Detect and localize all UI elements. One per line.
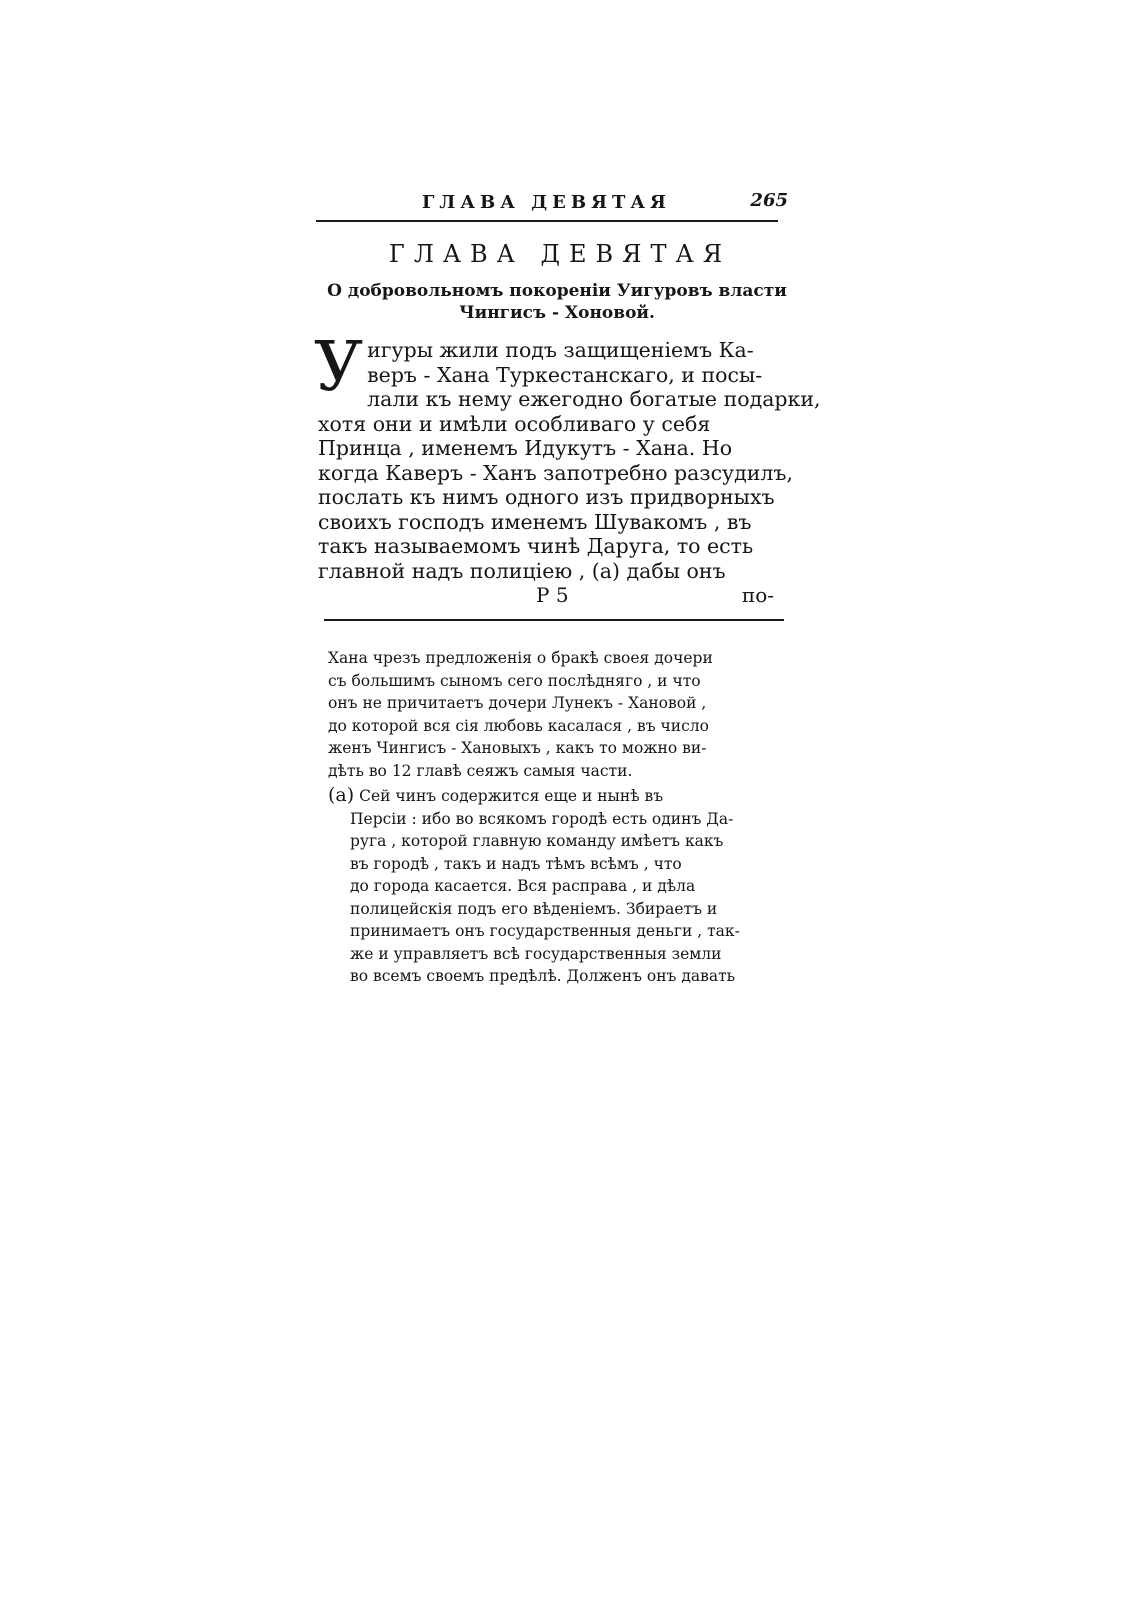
footnote-line: во всемъ своемъ предѣлѣ. Долженъ онъ давать [350,967,736,985]
drop-cap: У [314,328,364,407]
text-line: такъ называемомъ чинѣ Даруга, то есть [318,534,754,558]
text-line: своихъ господъ именемъ Шувакомъ , въ [318,509,752,534]
footnote-line: принимаетъ онъ государственныя деньги , так- [350,922,740,940]
text-line: хотя они и имѣли особливаго у себя [318,411,711,436]
footnote-line: Сей чинъ содержится еще и нынѣ въ [359,787,664,805]
footnote-a-first-line [328,784,788,808]
footnote-a [328,784,788,988]
footnotes [328,647,788,988]
text-line: веръ - Хана Туркестанскаго, и посы- [367,362,763,387]
page-number: 265 [750,190,788,211]
subtitle-line: О добровольномъ покореніи Уигуровъ власти [327,281,787,301]
printer-signature: P 5 [536,583,569,607]
text-line: игуры жили подъ защищеніемъ Ка- [367,338,754,362]
catchword: по- [741,583,774,607]
text-line: когда Каверъ - Ханъ запотребно разсудилъ, [318,460,793,485]
chapter-subtitle [318,280,796,324]
text-line: Принца , именемъ Идукутъ - Хана. Но [318,436,733,460]
footnote-line: же и управляетъ всѣ государственныя земли [350,944,722,963]
footnote-line: въ городѣ , такъ и надъ тѣмъ всѣмъ , что [350,854,682,873]
footnote-line: до которой вся сія любовь касалася , въ число [328,716,709,735]
footnote-line: Хана чрезъ предложенія о бракѣ своея дочери [328,649,713,667]
footnote-line: дѣть во 12 главѣ сеяжъ самыя части. [328,761,633,780]
book-page [314,186,821,988]
running-head [318,186,796,220]
text-line: лали къ нему ежегодно богатые подарки, [367,387,821,411]
text-line: послать къ нимъ одного изъ придворныхъ [318,485,775,509]
chapter-title: ГЛАВА ДЕВЯТАЯ [388,240,732,268]
footnote-line: полицейскія подъ его вѣденіемъ. Збираетъ и [350,899,718,918]
text-line: главной надъ полиціею , (a) дабы онъ [318,558,726,583]
running-title: ГЛАВА ДЕВЯТАЯ [422,192,671,213]
footnote-line: Персіи : ибо во всякомъ городѣ есть одинъ Да- [350,809,734,828]
footnote-line: женъ Чингисъ - Хановыхъ , какъ то можно ви- [328,739,707,757]
subtitle-line: Чингисъ - Хоновой. [459,303,655,323]
footnote-mark: (a) [328,784,355,806]
footnote-line: онъ не причитаетъ дочери Лунекъ - Хановой , [328,694,707,712]
footnote-line: до города касается. Вся расправа , и дѣла [350,877,696,895]
signature-line [318,583,796,609]
footnote-line: съ большимъ сыномъ сего послѣдняго , и что [328,671,701,690]
main-text [314,328,821,583]
footnote-line: руга , которой главную команду имѣетъ какъ [350,832,724,850]
footnote-rule [324,619,784,621]
header-rule [316,220,778,222]
